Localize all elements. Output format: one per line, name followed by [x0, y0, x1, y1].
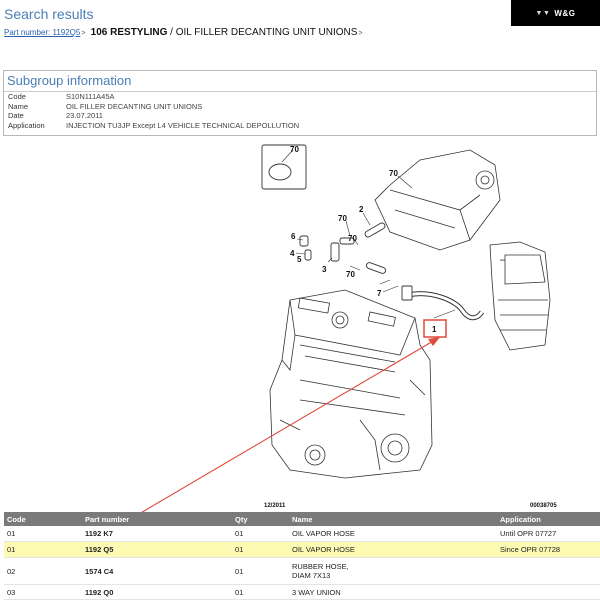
header-code[interactable]: Code — [7, 514, 26, 524]
cell-code: 01 — [7, 545, 16, 554]
diagram-date: 12/2011 — [264, 503, 286, 509]
cell-name-line1: RUBBER HOSE, — [292, 562, 349, 571]
table-row[interactable] — [4, 558, 600, 585]
callout-70-manifold: 70 — [389, 169, 398, 178]
cell-name: 3 WAY UNION — [292, 587, 341, 597]
callout-2: 2 — [359, 205, 364, 214]
page-title: Search results — [4, 6, 94, 22]
info-row-code — [4, 92, 596, 102]
callout-3: 3 — [322, 265, 327, 274]
cell-application: Until OPR 07727 — [500, 529, 557, 538]
logo-text: W&G — [554, 8, 576, 18]
brand-logo — [511, 0, 600, 26]
callout-70-union: 70 — [348, 234, 357, 243]
header-application[interactable]: Application — [500, 514, 541, 524]
logo-icon: ▼▼ — [535, 9, 551, 17]
header-part-number[interactable]: Part number — [85, 514, 130, 524]
table-row[interactable] — [4, 526, 600, 542]
cell-qty: 01 — [235, 545, 244, 554]
info-row-application — [4, 121, 596, 131]
callout-6: 6 — [291, 232, 296, 241]
cell-name — [292, 562, 500, 580]
cell-name: OIL VAPOR HOSE — [292, 545, 355, 554]
info-value: INJECTION TU3JP Except L4 VEHICLE TECHNICAL DEPOLLUTION — [66, 120, 300, 130]
parts-table — [4, 512, 600, 600]
header-qty[interactable]: Qty — [235, 514, 248, 524]
cell-part-number[interactable]: 1192 Q5 — [85, 545, 114, 554]
header-name[interactable]: Name — [292, 514, 313, 524]
callout-5: 5 — [297, 255, 302, 264]
cell-code: 02 — [7, 566, 16, 576]
cell-application: Since OPR 07728 — [500, 545, 561, 554]
table-row-highlighted[interactable] — [4, 542, 600, 558]
cell-qty: 01 — [235, 566, 244, 576]
info-value: S10N111A45A — [66, 92, 115, 101]
cell-name: OIL VAPOR HOSE — [292, 529, 355, 538]
info-label: Date — [8, 111, 24, 120]
cell-code: 03 — [7, 587, 16, 597]
callout-70-upper: 70 — [338, 214, 347, 223]
subgroup-info-panel — [3, 70, 597, 136]
callout-1: 1 — [432, 325, 437, 334]
info-value: OIL FILLER DECANTING UNIT UNIONS — [66, 101, 203, 111]
cell-name-line2: DIAM 7X13 — [292, 571, 331, 580]
diagram-reference: 00038705 — [530, 503, 557, 509]
cell-part-number[interactable]: 1192 Q0 — [85, 587, 114, 597]
table-header — [4, 512, 600, 526]
info-value: 23.07.2011 — [66, 111, 103, 120]
info-label: Code — [8, 92, 26, 101]
engine-illustration — [270, 290, 432, 478]
cell-part-number[interactable]: 1574 C4 — [85, 566, 114, 576]
cell-code: 01 — [7, 529, 16, 538]
highlight-arrowhead — [428, 337, 440, 346]
info-row-date — [4, 111, 596, 121]
breadcrumb-separator: > — [81, 30, 86, 37]
breadcrumb-model: 106 RESTYLING — [90, 27, 168, 38]
callout-70-clip: 70 — [290, 145, 299, 154]
subgroup-heading: Subgroup information — [4, 71, 596, 92]
breadcrumb-part-link[interactable]: Part number: 1192Q5 — [4, 28, 81, 37]
exploded-parts-diagram — [0, 140, 600, 512]
info-label: Name — [8, 101, 29, 111]
cell-part-number[interactable]: 1192 K7 — [85, 529, 113, 538]
info-label: Application — [8, 120, 45, 130]
breadcrumb-separator-end: > — [358, 30, 363, 37]
table-row[interactable] — [4, 585, 600, 600]
callout-70-lower: 70 — [346, 270, 355, 279]
info-row-name — [4, 102, 596, 112]
callout-7: 7 — [377, 289, 382, 298]
breadcrumb-subgroup: / OIL FILLER DECANTING UNIT UNIONS — [167, 27, 358, 38]
breadcrumb — [4, 27, 366, 38]
cell-qty: 01 — [235, 529, 244, 538]
cell-qty: 01 — [235, 587, 244, 597]
callout-4: 4 — [290, 249, 295, 258]
